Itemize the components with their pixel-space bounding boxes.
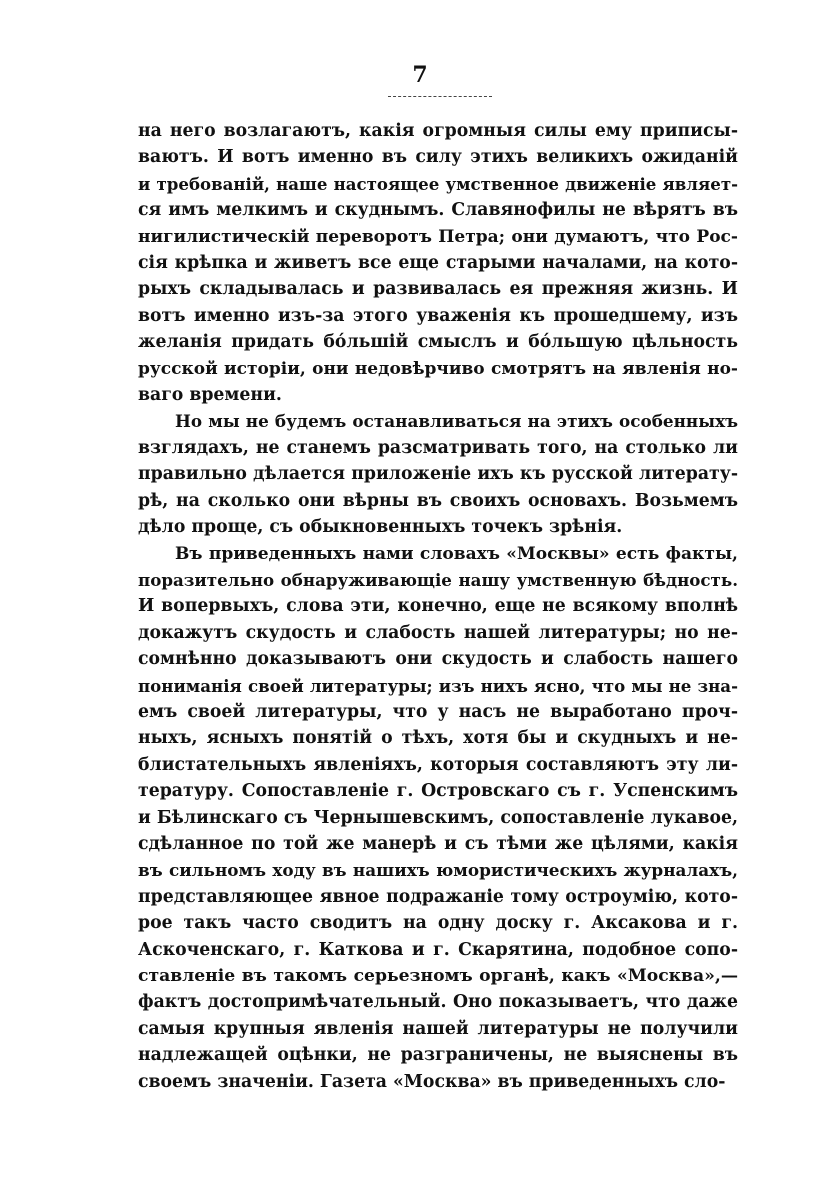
text-line: дѣло проще, съ обыкновенныхъ точекъ зрѣнія. — [138, 517, 623, 538]
text-line: ся имъ мелкимъ и скуднымъ. Славянофилы не вѣрятъ въ — [138, 200, 738, 221]
header-rule — [388, 96, 492, 97]
text-line: на него возлагаютъ, какія огромныя силы ему приписы- — [138, 121, 738, 141]
page-number: 7 — [412, 62, 428, 88]
paragraph — [138, 408, 738, 540]
text-line: въ сильномъ ходу въ нашихъ юмористическихъ журналахъ, — [138, 860, 738, 881]
text-line: вотъ именно изъ-за этого уваженія къ прошедшему, изъ — [138, 305, 738, 326]
text-line: ныхъ, ясныхъ понятій о тѣхъ, хотя бы и скудныхъ и не- — [138, 728, 738, 749]
body-text — [138, 118, 738, 1095]
text-line: сомнѣнно доказываютъ они скудость и слабость нашего — [138, 649, 738, 670]
text-line: рое такъ часто сводитъ на одну доску г. Аксакова и г. — [138, 913, 738, 934]
text-line: рыхъ складывалась и развивалась ея прежняя жизнь. И — [138, 279, 738, 300]
text-line: блистательныхъ явленіяхъ, которыя составляютъ эту ли- — [138, 754, 738, 775]
text-line: надлежащей оцѣнки, не разграничены, не выяснены въ — [138, 1045, 738, 1066]
text-line: емъ своей литературы, что у насъ не выработано проч- — [138, 701, 738, 722]
text-line: русской исторіи, они недовѣрчиво смотрятъ на явленія но- — [138, 358, 738, 379]
paragraph — [138, 118, 738, 408]
text-line: желанія придать бо́льшій смыслъ и бо́льшую цѣльность — [138, 332, 738, 353]
text-line: взглядахъ, не станемъ разсматривать того, на столько ли — [138, 437, 738, 458]
text-line: представляющее явное подражаніе тому остроумію, кото- — [138, 886, 738, 907]
text-line: самыя крупныя явленія нашей литературы не получили — [138, 1018, 738, 1039]
text-line: и требованій, наше настоящее умственное движеніе являет- — [138, 173, 738, 194]
text-line: нигилистическій переворотъ Петра; они думаютъ, что Рос- — [138, 226, 738, 247]
text-line: рѣ, на сколько они вѣрны въ своихъ основахъ. Возьмемъ — [138, 490, 738, 511]
text-line: своемъ значеніи. Газета «Москва» въ приведенныхъ сло- — [138, 1071, 726, 1092]
text-line: И вопервыхъ, слова эти, конечно, еще не всякому вполнѣ — [138, 596, 738, 617]
text-line: пониманія своей литературы; изъ нихъ ясно, что мы не зна- — [138, 675, 738, 696]
text-line: фактъ достопримѣчательный. Оно показываетъ, что даже — [138, 992, 738, 1013]
text-line: Аскоченскаго, г. Каткова и г. Скарятина, подобное сопо- — [138, 939, 738, 960]
text-line: ставленіе въ такомъ серьезномъ органѣ, какъ «Москва»,— — [138, 966, 738, 986]
text-line: ваго времени. — [138, 385, 282, 406]
text-line: докажутъ скудость и слабость нашей литературы; но не- — [138, 622, 738, 643]
text-line: тературу. Сопоставленіе г. Островскаго съ г. Успенскимъ — [138, 781, 738, 802]
text-line: Но мы не будемъ останавливаться на этихъ особенныхъ — [175, 411, 738, 432]
text-line: сдѣланное по той же манерѣ и съ тѣми же цѣлями, какія — [138, 833, 738, 854]
text-line: правильно дѣлается приложеніе ихъ къ русской литерату- — [138, 464, 738, 485]
text-line: и Бѣлинскаго съ Чернышевскимъ, сопоставленіе лукавое, — [138, 807, 738, 828]
text-line: ваютъ. И вотъ именно въ силу этихъ великихъ ожиданій — [138, 147, 738, 168]
paragraph — [138, 541, 738, 1096]
text-line: поразительно обнаруживающіе нашу умственную бѣдность. — [138, 569, 738, 590]
text-line: сія крѣпка и живетъ все еще старыми началами, на кото- — [138, 253, 738, 274]
text-line: Въ приведенныхъ нами словахъ «Москвы» есть факты, — [175, 543, 738, 564]
